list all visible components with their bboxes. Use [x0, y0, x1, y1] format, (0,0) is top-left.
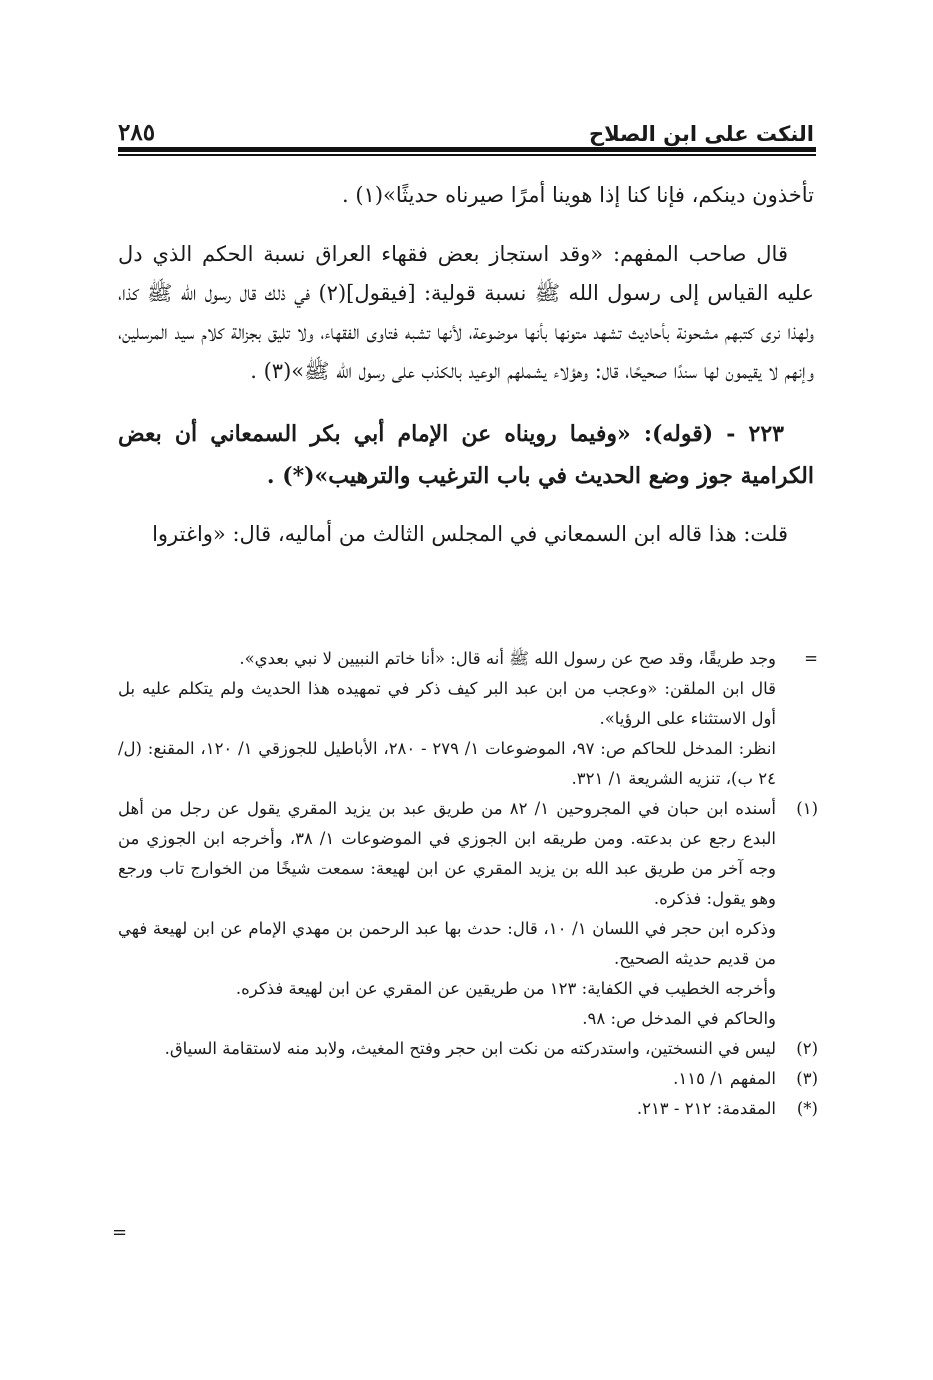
running-title: النكت على ابن الصلاح [588, 122, 814, 146]
footnote-line: وجد طريقًا، وقد صح عن رسول الله ﷺ أنه قال: «أنا خاتم النبيين لا نبي بعدي». [239, 649, 776, 668]
page-number: ٢٨٥ [118, 119, 156, 146]
footnote-line: وأخرجه الخطيب في الكفاية: ١٢٣ من طريقين عن المقري عن ابن لهيعة فذكره. [235, 979, 776, 998]
footnote-continues-mark: = [112, 1222, 128, 1243]
header-rule-thick [118, 147, 816, 152]
paragraph-223-heading: ٢٢٣ - (قوله): «وفيما رويناه عن الإمام أبي بكر السمعاني أن بعض الكرامية جوز وضع الحديث في باب الترغيب والترهيب»(*) . [118, 421, 814, 489]
footnote-mark: (*) [796, 1099, 818, 1118]
footnote-line: انظر: المدخل للحاكم ص: ٩٧، الموضوعات ١/ ٢٧٩ - ٢٨٠، الأباطيل للجوزقي ١/ ١٢٠، المقنع: (ل/ ٢٤ ب)، تنزيه الشريعة ١/ ٣٢١. [118, 739, 776, 788]
paragraph-mufhim-quote: قال صاحب المفهم: «وقد استجاز بعض فقهاء العراق نسبة الحكم الذي دل عليه القياس إلى رسول الله ﷺ نسبة قولية: [فيقول](٢) في ذلك قال رسول الله ﷺ كذا، ولهذا نرى كتبهم مشحونة بأحاديث تشهد متونها بأنها موضوعة، لأنها تشبه فتاوى الفقهاء، ولا تليق بجزالة كلام سيد المرسلين، وإنهم لا يقيمون لها سندًا صحيحًا، قال: وهؤلاء يشملهم الوعيد بالكذب على رسول الله ﷺ»(٣) . [118, 242, 814, 383]
footnote-continuation [118, 644, 818, 794]
footnote-line: المفهم ١/ ١١٥. [673, 1069, 776, 1088]
running-header [118, 112, 814, 146]
footnote-line: ليس في النسختين، واستدركته من نكت ابن حجر وفتح المغيث، ولابد منه لاستقامة السياق. [164, 1039, 776, 1058]
text-line-continuation: تأخذون دينكم، فإنا كنا إذا هوينا أمرًا صيرناه حديثًا»(١) . [342, 183, 814, 207]
footnote-line: المقدمة: ٢١٢ - ٢١٣. [636, 1099, 776, 1118]
footnote-3 [118, 1064, 818, 1094]
main-text [118, 176, 814, 554]
footnote-line: أسنده ابن حبان في المجروحين ١/ ٨٢ من طريق عبد بن يزيد المقري يقول عن رجل من أهل البدع رجع عن بدعته. ومن طريقه ابن الجوزي في الموضوعات ١/ ٣٨، وأخرجه ابن الجوزي من وجه آخر من طريق عبد الله بن يزيد المقري عن ابن لهيعة: سمعت شيخًا من الخوارج تاب ورجع وهو يقول: فذكره. [118, 799, 777, 908]
footnote-2 [118, 1034, 818, 1064]
footnote-mark: (٢) [796, 1039, 818, 1058]
footnote-1 [118, 794, 818, 1034]
paragraph-qult: قلت: هذا قاله ابن السمعاني في المجلس الثالث من أماليه، قال: «واغتروا [152, 522, 788, 546]
footnote-line: وذكره ابن حجر في اللسان ١/ ١٠، قال: حدث بها عبد الرحمن بن مهدي الإمام عن ابن لهيعة فهي من قديم حديثه الصحيح. [118, 919, 776, 968]
footnote-line: قال ابن الملقن: «وعجب من ابن عبد البر كيف ذكر في تمهيده هذا الحديث ولم يتكلم عليه بل أول الاستثناء على الرؤيا». [118, 679, 776, 728]
footnotes-section [118, 644, 818, 1124]
footnote-star [118, 1094, 818, 1124]
footnote-line: والحاكم في المدخل ص: ٩٨. [582, 1009, 776, 1028]
footnote-mark: (٣) [796, 1069, 818, 1088]
header-rule-thin [118, 154, 816, 156]
footnote-mark: (١) [796, 799, 818, 818]
footnote-mark: = [804, 649, 818, 668]
